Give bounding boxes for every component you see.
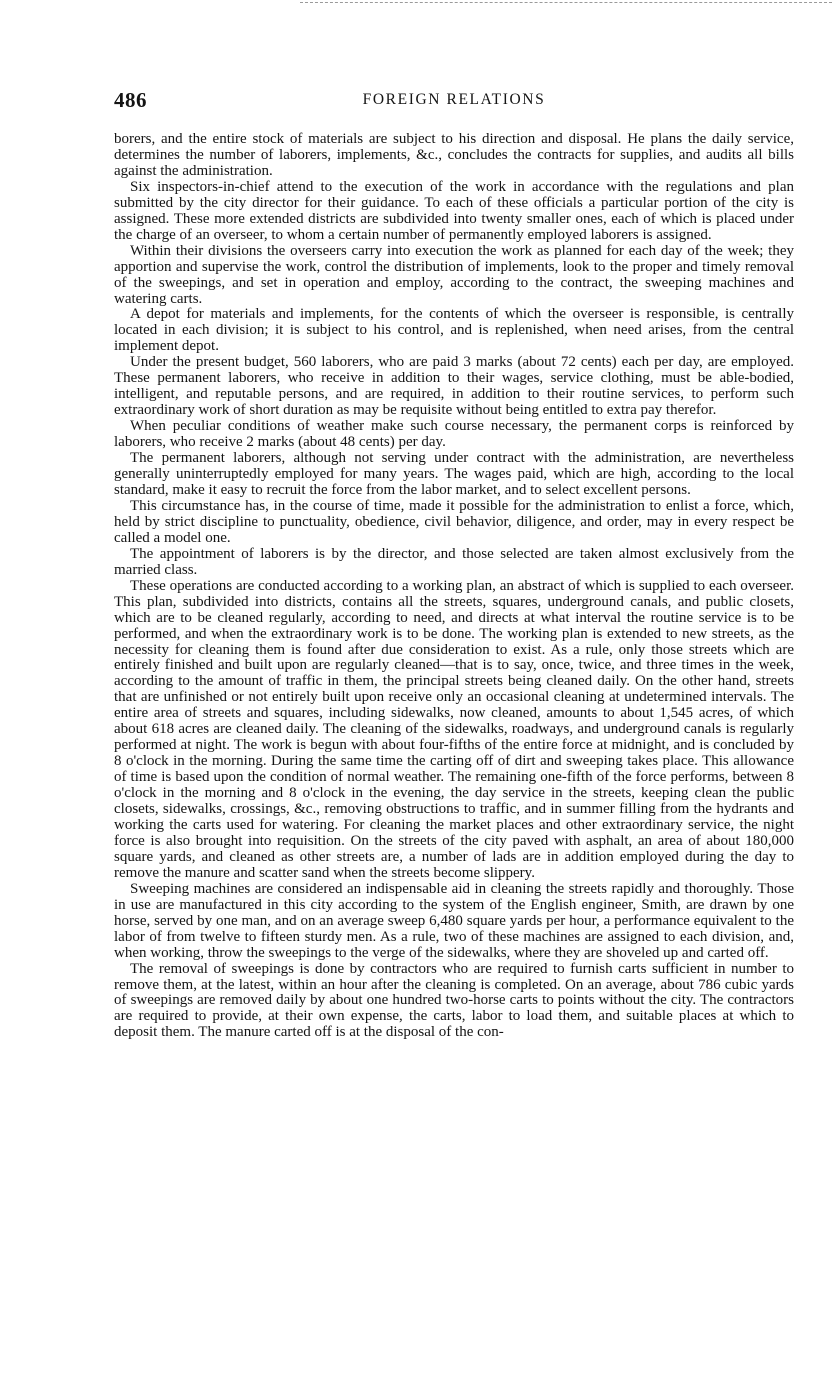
paragraph: Under the present budget, 560 laborers, who are paid 3 marks (about 72 cents) each per day, are employed. These permanent laborers, who receive in addition to their wages, service clothing, must be able-bodied, intelligent, and reputable persons, and are required, in addition to their routine services, to perform such extraordinary work of short duration as may be requisite without being entitled to extra pay therefor.	[114, 354, 794, 419]
paragraph: Sweeping machines are considered an indispensable aid in cleaning the streets rapidly and thoroughly. Those in use are manufactured in this city according to the system of the English engineer, Smith, are drawn by one horse, served by one man, and on an average sweep 6,480 square yards per hour, a performance equivalent to the labor of from twelve to fifteen sturdy men. As a rule, two of these machines are assigned to each division, and, when working, throw the sweepings to the verge of the sidewalks, where they are shoveled up and carted off.	[114, 880, 794, 961]
paragraph: Six inspectors-in-chief attend to the execution of the work in accordance with the regulations and plan submitted by the city director for their guidance. To each of these officials a particular portion of the city is assigned. These more extended districts are subdivided into twenty smaller ones, each of which is placed under the charge of an overseer, to whom a certain number of permanently employed laborers is assigned.	[114, 178, 794, 243]
page-header	[114, 88, 794, 114]
paragraph: Within their divisions the overseers carry into execution the work as planned for each day of the week; they apportion and supervise the work, control the distribution of implements, look to the proper and timely removal of the sweepings, and set in operation and employ, according to the contract, the sweeping machines and watering carts.	[114, 242, 794, 307]
paragraph: When peculiar conditions of weather make such course necessary, the permanent corps is reinforced by laborers, who receive 2 marks (about 48 cents) per day.	[114, 418, 794, 451]
paragraph: These operations are conducted according to a working plan, an abstract of which is supplied to each overseer. This plan, subdivided into districts, contains all the streets, squares, underground canals, and public closets, which are to be cleaned regularly, according to need, and directs at what interval the routine service is to be performed, and when the extraordinary work is to be done. The working plan is extended to new streets, as the necessity for cleaning them is found after due consideration to exist. As a rule, only those streets which are entirely finished and built upon are regularly cleaned—that is to say, once, twice, and three times in the week, according to the amount of traffic in them, the principal streets being cleaned daily. On the other hand, streets that are unfinished or not entirely built upon receive only an occasional cleaning at undetermined intervals. The entire area of streets and squares, including sidewalks, now cleaned, amounts to about 1,545 acres, of which about 618 acres are cleaned daily. The cleaning of the sidewalks, roadways, and underground canals is regularly performed at night. The work is begun with about four-fifths of the entire force at midnight, and is concluded by 8 o'clock in the morning. During the same time the carting off of dirt and sweeping takes place. This allowance of time is based upon the condition of normal weather. The remaining one-fifth of the force performs, between 8 o'clock in the morning and 8 o'clock in the evening, the day service in the streets, keeping clean the public closets, sidewalks, crossings, &c., removing obstructions to traffic, and in summer filling from the hydrants and working the carts used for watering. For cleaning the market places and other extraordinary service, the night force is also brought into requisition. On the streets of the city paved with asphalt, an area of about 180,000 square yards, and cleaned as other streets are, a number of lads are in addition employed during the day to remove the manure and scatter sand when the streets become slippery.	[114, 577, 794, 881]
running-head: FOREIGN RELATIONS	[362, 91, 546, 108]
paragraph: This circumstance has, in the course of time, made it possible for the administration to enlist a force, which, held by strict discipline to punctuality, obedience, civil behavior, diligence, and order, may in every respect be called a model one.	[114, 497, 794, 546]
top-border-rule	[300, 2, 832, 3]
paragraph: The removal of sweepings is done by contractors who are required to furnish carts sufficient in number to remove them, at the latest, within an hour after the cleaning is completed. On an average, about 786 cubic yards of sweepings are removed daily by about one hundred two-horse carts to points without the city. The contractors are required to provide, at their own expense, the carts, labor to load them, and suitable places at which to deposit them. The manure carted off is at the disposal of the con-	[114, 960, 794, 1041]
paragraph: The permanent laborers, although not serving under contract with the administration, are nevertheless generally uninterruptedly employed for many years. The wages paid, which are high, according to the local standard, make it easy to recruit the force from the labor market, and to select excellent persons.	[114, 450, 794, 498]
paragraph: borers, and the entire stock of materials are subject to his direction and disposal. He plans the daily service, determines the number of laborers, implements, &c., concludes the contracts for supplies, and audits all bills against the administration.	[114, 131, 794, 179]
paragraph: The appointment of laborers is by the director, and those selected are taken almost exclusively from the married class.	[114, 545, 794, 578]
body-text	[114, 132, 794, 1041]
page-number: 486	[114, 88, 147, 112]
paragraph: A depot for materials and implements, for the contents of which the overseer is responsible, is centrally located in each division; it is subject to his control, and is replenished, when need arises, from the central implement depot.	[114, 306, 794, 355]
